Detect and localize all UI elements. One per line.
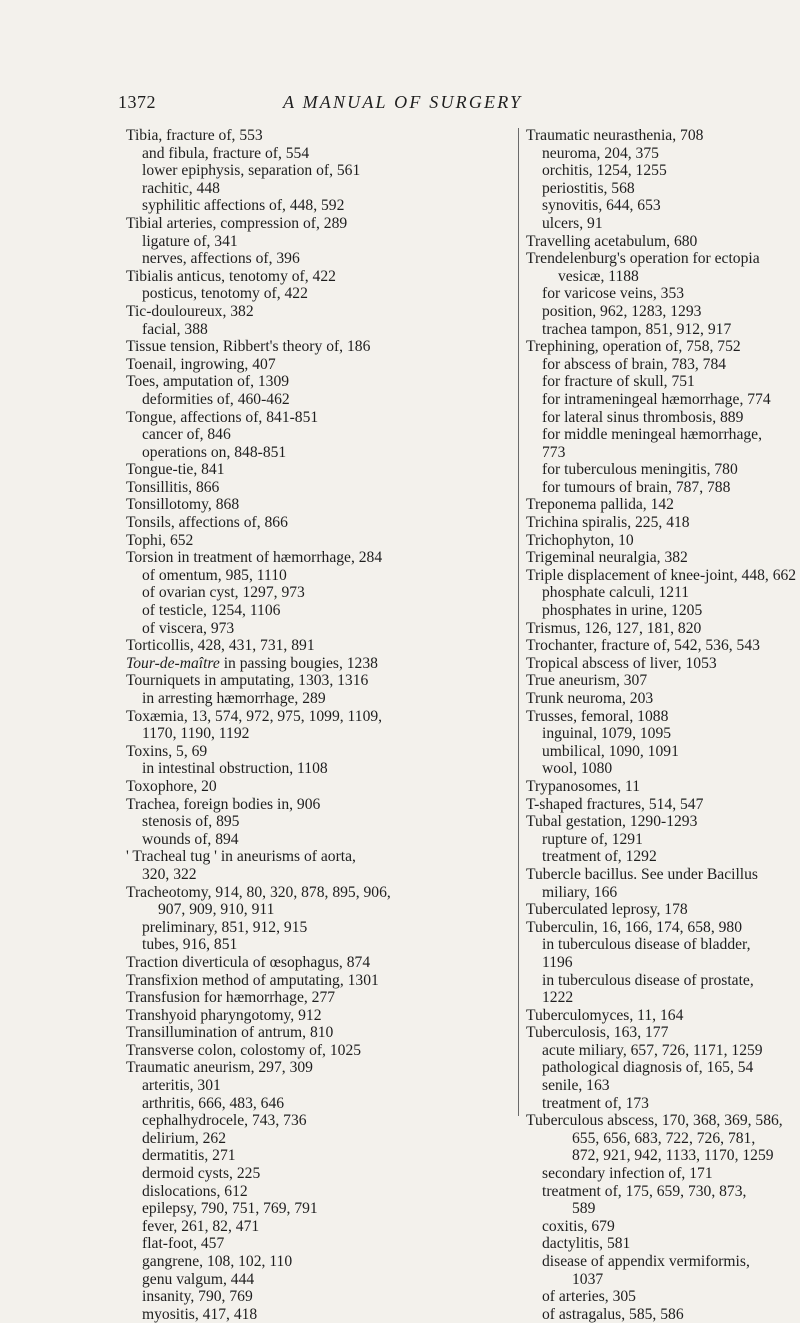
index-entry: Transfixion method of amputating, 1301 xyxy=(126,971,379,989)
index-entry: Trendelenburg's operation for ectopia xyxy=(526,250,760,268)
index-entry-text: in passing bougies, 1238 xyxy=(219,654,378,672)
index-entry: Tropical abscess of liver, 1053 xyxy=(526,654,717,672)
index-entry: and fibula, fracture of, 554 xyxy=(142,144,310,162)
index-entry: dermoid cysts, 225 xyxy=(142,1165,261,1183)
index-entry: Tongue, affections of, 841-851 xyxy=(126,408,319,426)
index-entry: Trochanter, fracture of, 542, 536, 543 xyxy=(526,637,760,655)
index-entry: of arteries, 305 xyxy=(542,1288,636,1306)
index-entry: arthritis, 666, 483, 646 xyxy=(142,1094,285,1112)
index-entry: orchitis, 1254, 1255 xyxy=(542,162,667,180)
column-divider xyxy=(518,128,519,1116)
index-entry: Tibial arteries, compression of, 289 xyxy=(126,214,348,232)
index-entry: wool, 1080 xyxy=(542,760,613,778)
index-entry: Tissue tension, Ribbert's theory of, 186 xyxy=(126,338,371,356)
index-entry: Tuberculin, 16, 166, 174, 658, 980 xyxy=(526,918,743,936)
page-header xyxy=(0,92,800,116)
index-entry: periostitis, 568 xyxy=(542,179,635,197)
index-entry xyxy=(126,655,512,673)
index-entry: Toenail, ingrowing, 407 xyxy=(126,355,276,373)
index-entry: treatment of, 175, 659, 730, 873, xyxy=(542,1182,747,1200)
index-entry: 1037 xyxy=(572,1270,604,1288)
index-entry: of ovarian cyst, 1297, 973 xyxy=(142,584,305,602)
index-entry-italic-term: Tour-de-maître xyxy=(126,654,220,672)
index-entry: 589 xyxy=(572,1200,596,1218)
index-entry: treatment of, 1292 xyxy=(542,848,657,866)
index-entry: acute miliary, 657, 726, 1171, 1259 xyxy=(542,1041,763,1059)
index-entry: Tonsils, affections of, 866 xyxy=(126,514,288,532)
index-entry: Traumatic neurasthenia, 708 xyxy=(526,127,704,144)
index-column-right xyxy=(526,127,796,1323)
running-title: A MANUAL OF SURGERY xyxy=(283,92,523,112)
index-entry: Tourniquets in amputating, 1303, 1316 xyxy=(126,672,369,690)
index-entry: Transillumination of antrum, 810 xyxy=(126,1024,334,1042)
index-entry: syphilitic affections of, 448, 592 xyxy=(142,197,345,215)
index-entry: Transfusion for hæmorrhage, 277 xyxy=(126,989,336,1007)
index-entry: deformities of, 460-462 xyxy=(142,390,290,408)
index-entry: 655, 656, 683, 722, 726, 781, xyxy=(572,1129,756,1147)
index-entry: Tuberculous abscess, 170, 368, 369, 586, xyxy=(526,1112,783,1130)
index-entry: secondary infection of, 171 xyxy=(542,1165,713,1183)
index-entry: umbilical, 1090, 1091 xyxy=(542,742,679,760)
index-entry: in tuberculous disease of prostate, xyxy=(542,971,754,989)
index-entry: of testicle, 1254, 1106 xyxy=(142,602,281,620)
index-entry: Treponema pallida, 142 xyxy=(526,496,674,514)
index-entry: senile, 163 xyxy=(542,1077,610,1095)
index-entry: 1222 xyxy=(542,989,574,1007)
index-entry: 1196 xyxy=(542,953,573,971)
index-entry: of omentum, 985, 1110 xyxy=(142,566,287,584)
index-entry: ulcers, 91 xyxy=(542,214,603,232)
index-entry: Trunk neuroma, 203 xyxy=(526,690,654,707)
index-entry: arteritis, 301 xyxy=(142,1077,221,1095)
index-entry: Trigeminal neuralgia, 382 xyxy=(526,549,688,567)
index-entry: Trephining, operation of, 758, 752 xyxy=(526,338,741,356)
index-entry: for middle meningeal hæmorrhage, xyxy=(542,426,762,444)
index-entry: dermatitis, 271 xyxy=(142,1147,236,1165)
index-entry: for lateral sinus thrombosis, 889 xyxy=(542,408,744,426)
index-entry: Tonsillitis, 866 xyxy=(126,478,220,496)
index-entry: Transhyoid pharyngotomy, 912 xyxy=(126,1006,322,1024)
index-entry: Trichina spiralis, 225, 418 xyxy=(526,514,690,532)
index-entry: cancer of, 846 xyxy=(142,426,231,444)
index-entry: for abscess of brain, 783, 784 xyxy=(542,355,727,373)
index-entry: rachitic, 448 xyxy=(142,179,220,197)
index-entry: pathological diagnosis of, 165, 54 xyxy=(542,1059,754,1077)
index-entry: Toxæmia, 13, 574, 972, 975, 1099, 1109, xyxy=(126,707,383,725)
index-entry: trachea tampon, 851, 912, 917 xyxy=(542,320,732,338)
index-entry: in intestinal obstruction, 1108 xyxy=(142,760,328,778)
index-entry: Tongue-tie, 841 xyxy=(126,461,225,479)
index-entry: True aneurism, 307 xyxy=(526,672,648,690)
index-entry: fever, 261, 82, 471 xyxy=(142,1217,260,1235)
index-entry: phosphates in urine, 1205 xyxy=(542,602,703,620)
index-entry: neuroma, 204, 375 xyxy=(542,144,659,162)
index-entry: phosphate calculi, 1211 xyxy=(542,584,690,602)
index-entry: Tuberculomyces, 11, 164 xyxy=(526,1006,684,1024)
index-entry: rupture of, 1291 xyxy=(542,830,643,848)
index-entry: coxitis, 679 xyxy=(542,1217,615,1235)
index-entry: delirium, 262 xyxy=(142,1129,227,1147)
index-entry: 773 xyxy=(542,443,566,461)
index-entry: ' Tracheal tug ' in aneurisms of aorta, xyxy=(126,848,356,866)
index-entry: Triple displacement of knee-joint, 448, 662 xyxy=(526,566,797,584)
index-entry: for fracture of skull, 751 xyxy=(542,373,695,391)
index-entry: Tibialis anticus, tenotomy of, 422 xyxy=(126,267,336,285)
index-entry: Trichophyton, 10 xyxy=(526,531,634,549)
index-entry: position, 962, 1283, 1293 xyxy=(542,302,702,320)
index-entry: 907, 909, 910, 911 xyxy=(158,901,275,919)
index-entry: of astragalus, 585, 586 xyxy=(542,1305,684,1323)
index-entry: genu valgum, 444 xyxy=(142,1270,255,1288)
index-entry: Tic-douloureux, 382 xyxy=(126,302,254,320)
index-entry: Tonsillotomy, 868 xyxy=(126,496,240,514)
index-entry: for intrameningeal hæmorrhage, 774 xyxy=(542,390,771,408)
index-entry: vesicæ, 1188 xyxy=(558,267,639,285)
index-entry: stenosis of, 895 xyxy=(142,813,240,831)
index-entry: posticus, tenotomy of, 422 xyxy=(142,285,308,303)
index-entry: Trismus, 126, 127, 181, 820 xyxy=(526,619,702,637)
index-entry: miliary, 166 xyxy=(542,883,618,901)
index-entry: 872, 921, 942, 1133, 1170, 1259 xyxy=(572,1147,774,1165)
index-entry: T-shaped fractures, 514, 547 xyxy=(526,795,704,813)
index-entry: disease of appendix vermiformis, xyxy=(542,1253,750,1270)
index-entry: in arresting hæmorrhage, 289 xyxy=(142,690,326,707)
index-entry: flat-foot, 457 xyxy=(142,1235,225,1253)
index-entry: insanity, 790, 769 xyxy=(142,1288,253,1306)
index-entry: Traction diverticula of œsophagus, 874 xyxy=(126,953,371,971)
index-entry: Tracheotomy, 914, 80, 320, 878, 895, 906, xyxy=(126,883,391,901)
index-entry: in tuberculous disease of bladder, xyxy=(542,936,751,954)
index-entry: Trypanosomes, 11 xyxy=(526,777,641,795)
index-entry: Tubal gestation, 1290-1293 xyxy=(526,813,698,831)
index-entry: 1170, 1190, 1192 xyxy=(142,725,250,743)
index-entry: lower epiphysis, separation of, 561 xyxy=(142,162,361,180)
index-entry: for tumours of brain, 787, 788 xyxy=(542,478,731,496)
index-entry: cephalhydrocele, 743, 736 xyxy=(142,1112,307,1130)
index-entry: Travelling acetabulum, 680 xyxy=(526,232,698,250)
index-entry: epilepsy, 790, 751, 769, 791 xyxy=(142,1200,318,1218)
index-entry: tubes, 916, 851 xyxy=(142,936,238,954)
index-entry: operations on, 848-851 xyxy=(142,443,287,461)
index-entry: Tophi, 652 xyxy=(126,531,194,549)
index-entry: Torticollis, 428, 431, 731, 891 xyxy=(126,637,315,655)
index-entry: inguinal, 1079, 1095 xyxy=(542,725,672,743)
index-entry: Tubercle bacillus. See under Bacillus xyxy=(526,865,758,883)
index-entry: Tuberculosis, 163, 177 xyxy=(526,1024,669,1042)
index-entry: treatment of, 173 xyxy=(542,1094,649,1112)
index-entry: Trachea, foreign bodies in, 906 xyxy=(126,795,321,813)
index-entry: for tuberculous meningitis, 780 xyxy=(542,461,738,479)
index-entry: Tuberculated leprosy, 178 xyxy=(526,901,688,919)
index-column-left xyxy=(126,127,512,1323)
index-entry: facial, 388 xyxy=(142,320,208,338)
index-entry: Transverse colon, colostomy of, 1025 xyxy=(126,1041,362,1059)
index-entry: of viscera, 973 xyxy=(142,619,235,637)
index-entry: Torsion in treatment of hæmorrhage, 284 xyxy=(126,549,383,567)
index-entry: nerves, affections of, 396 xyxy=(142,250,300,268)
index-entry: wounds of, 894 xyxy=(142,830,239,848)
index-entry: myositis, 417, 418 xyxy=(142,1305,258,1323)
index-entry: for varicose veins, 353 xyxy=(542,285,685,303)
index-entry: dislocations, 612 xyxy=(142,1182,248,1200)
index-entry: dactylitis, 581 xyxy=(542,1235,631,1253)
index-entry: Toxophore, 20 xyxy=(126,777,217,795)
index-entry: Trusses, femoral, 1088 xyxy=(526,707,669,725)
index-entry: ligature of, 341 xyxy=(142,232,238,250)
index-entry: Toxins, 5, 69 xyxy=(126,742,208,760)
index-entry: preliminary, 851, 912, 915 xyxy=(142,918,308,936)
index-entry: gangrene, 108, 102, 110 xyxy=(142,1253,293,1270)
index-entry: Toes, amputation of, 1309 xyxy=(126,373,290,391)
index-entry: 320, 322 xyxy=(142,865,197,883)
index-entry: synovitis, 644, 653 xyxy=(542,197,661,215)
index-entry: Traumatic aneurism, 297, 309 xyxy=(126,1059,313,1077)
index-entry: Tibia, fracture of, 553 xyxy=(126,127,263,144)
page-number: 1372 xyxy=(118,92,156,112)
